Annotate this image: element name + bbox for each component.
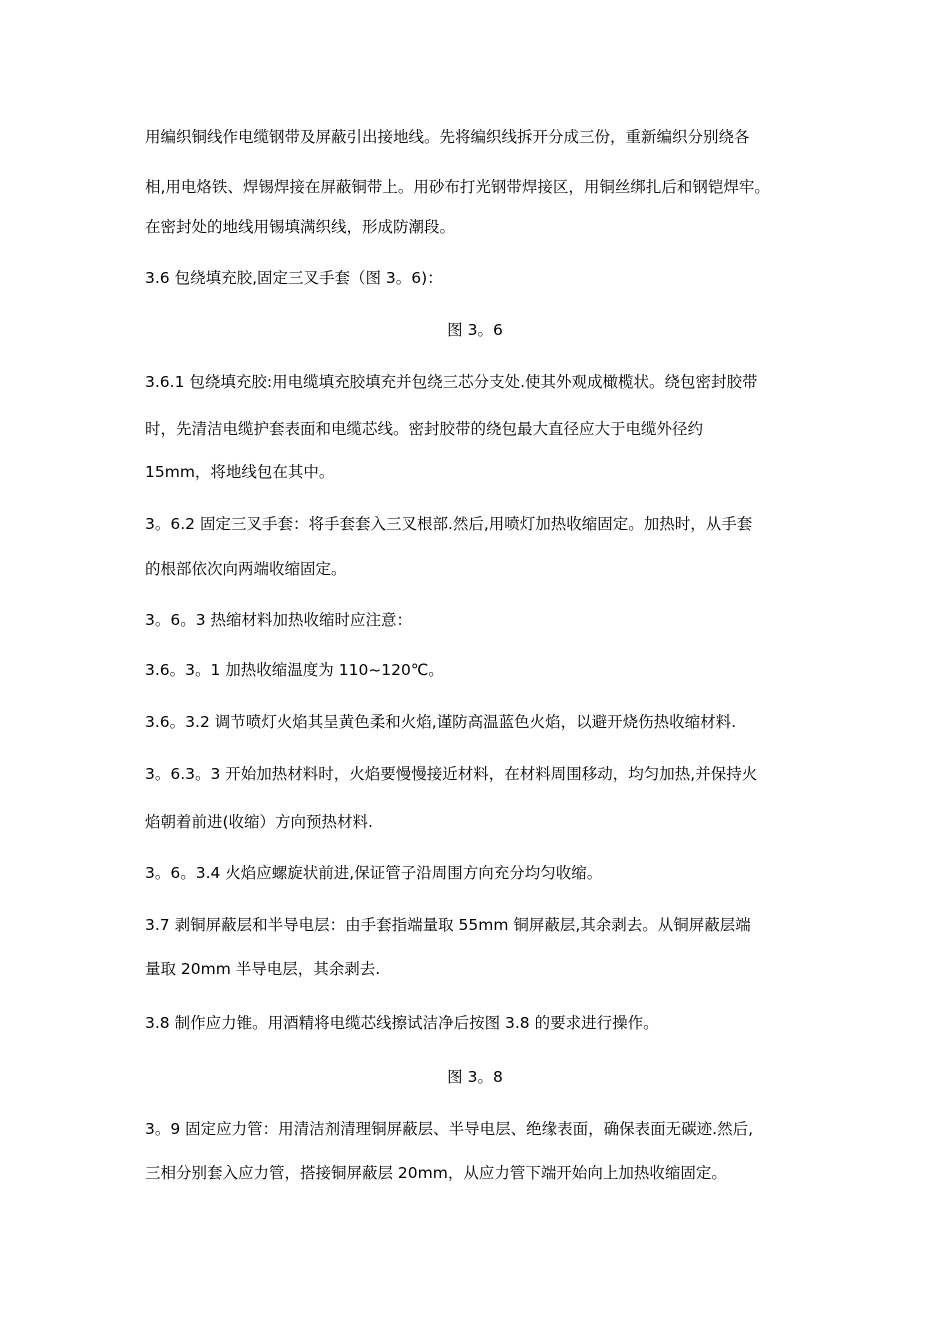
paragraph-line: 3.7 剥铜屏蔽层和半导电层：由手套指端量取 55mm 铜屏蔽层,其余剥去。从铜屏蔽层端 <box>145 916 751 934</box>
paragraph-line: 3.6.1 包绕填充胶:用电缆填充胶填充并包绕三芯分支处.使其外观成橄榄状。绕包密封胶带 <box>145 373 758 391</box>
paragraph-line: 时，先清洁电缆护套表面和电缆芯线。密封胶带的绕包最大直径应大于电缆外径约 <box>145 420 704 438</box>
paragraph-line: 相,用电烙铁、焊锡焊接在屏蔽铜带上。用砂布打光钢带焊接区，用铜丝绑扎后和钢铠焊牢。 <box>145 178 770 196</box>
paragraph-line: 量取 20mm 半导电层，其余剥去. <box>145 960 381 978</box>
paragraph-line: 3.8 制作应力锥。用酒精将电缆芯线擦试洁净后按图 3.8 的要求进行操作。 <box>145 1014 659 1032</box>
figure-caption: 图 3。6 <box>447 321 503 339</box>
paragraph-line: 15mm，将地线包在其中。 <box>145 463 335 481</box>
paragraph-line: 在密封处的地线用锡填满织线，形成防潮段。 <box>145 218 456 236</box>
paragraph-line: 3。6.2 固定三叉手套：将手套套入三叉根部.然后,用喷灯加热收缩固定。加热时，从手套 <box>145 515 753 533</box>
paragraph-line: 3。6。3 热缩材料加热收缩时应注意： <box>145 611 413 629</box>
paragraph-line: 3。6。3.4 火焰应螺旋状前进,保证管子沿周围方向充分均匀收缩。 <box>145 864 603 882</box>
paragraph-line: 三相分别套入应力管，搭接铜屏蔽层 20mm，从应力管下端开始向上加热收缩固定。 <box>145 1164 727 1182</box>
paragraph-line: 3。9 固定应力管：用清洁剂清理铜屏蔽层、半导电层、绝缘表面，确保表面无碳迹.然后, <box>145 1120 754 1138</box>
paragraph-line: 焰朝着前进(收缩）方向预热材料. <box>145 813 373 831</box>
figure-caption: 图 3。8 <box>447 1068 503 1086</box>
paragraph-line: 3.6。3.2 调节喷灯火焰其呈黄色柔和火焰,谨防高温蓝色火焰，以避开烧伤热收缩材料. <box>145 713 737 731</box>
paragraph-line: 3.6。3。1 加热收缩温度为 110~120℃。 <box>145 661 444 679</box>
paragraph-line: 的根部依次向两端收缩固定。 <box>145 560 347 578</box>
paragraph-line: 用编织铜线作电缆钢带及屏蔽引出接地线。先将编织线拆开分成三份，重新编织分别绕各 <box>145 128 750 146</box>
section-heading: 3.6 包绕填充胶,固定三叉手套（图 3。6)： <box>145 269 443 287</box>
paragraph-line: 3。6.3。3 开始加热材料时，火焰要慢慢接近材料，在材料周围移动，均匀加热,并保持火 <box>145 765 758 783</box>
